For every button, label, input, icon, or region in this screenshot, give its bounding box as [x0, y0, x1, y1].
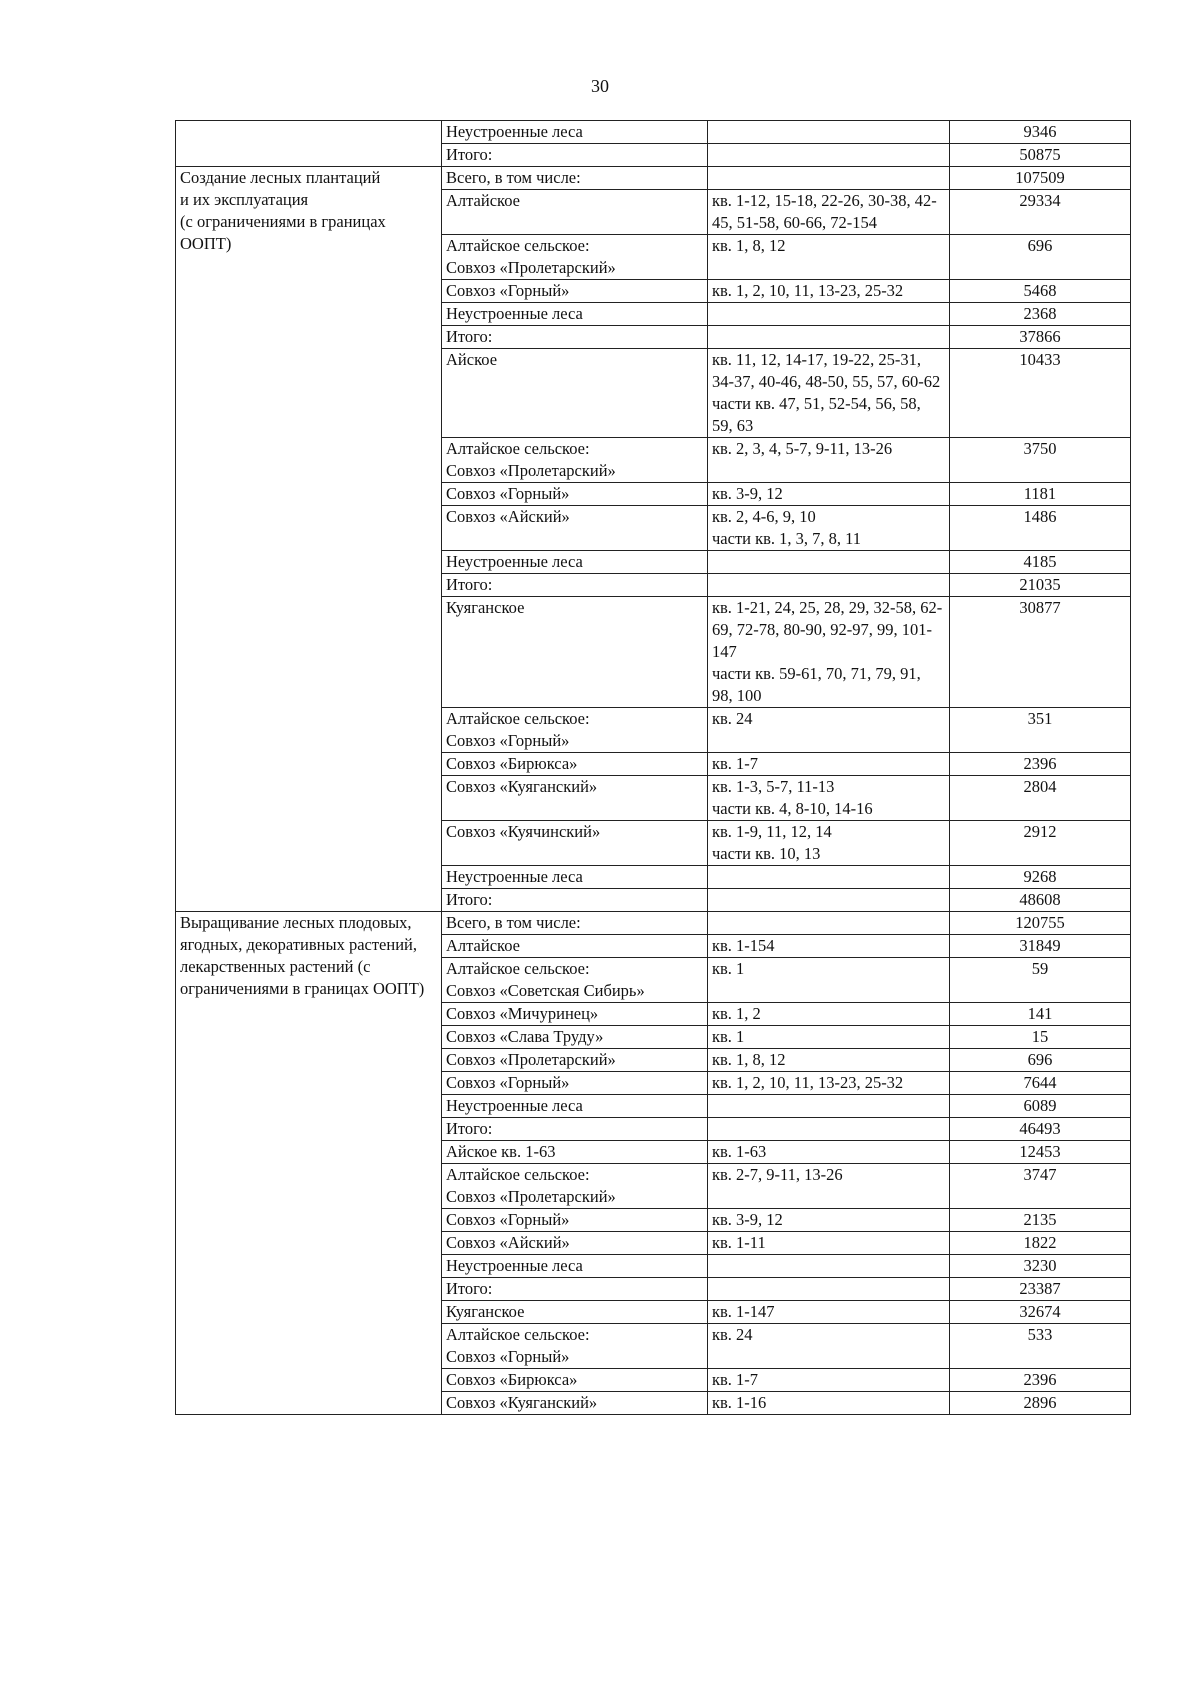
quarters-cell: кв. 1-3, 5-7, 11-13 части кв. 4, 8-10, 14-16: [708, 776, 950, 821]
area-value-cell: 29334: [950, 190, 1131, 235]
area-value-cell: 10433: [950, 349, 1131, 438]
quarters-cell: кв. 2-7, 9-11, 13-26: [708, 1164, 950, 1209]
area-value-cell: 533: [950, 1324, 1131, 1369]
forestry-name-cell: Алтайское: [442, 190, 708, 235]
quarters-cell: кв. 24: [708, 708, 950, 753]
forestry-name-cell: Совхоз «Айский»: [442, 1232, 708, 1255]
area-value-cell: 351: [950, 708, 1131, 753]
forestry-name-cell: Неустроенные леса: [442, 303, 708, 326]
quarters-cell: кв. 1-9, 11, 12, 14 части кв. 10, 13: [708, 821, 950, 866]
forestry-name-cell: Неустроенные леса: [442, 866, 708, 889]
forestry-name-cell: Совхоз «Куяганский»: [442, 1392, 708, 1415]
forestry-name-cell: Итого:: [442, 889, 708, 912]
area-value-cell: 3750: [950, 438, 1131, 483]
table-row: [176, 121, 1131, 144]
quarters-cell: кв. 1-154: [708, 935, 950, 958]
quarters-cell: кв. 3-9, 12: [708, 483, 950, 506]
quarters-cell: [708, 1095, 950, 1118]
forest-areas-table: [175, 120, 1131, 1415]
area-value-cell: 12453: [950, 1141, 1131, 1164]
area-value-cell: 48608: [950, 889, 1131, 912]
area-value-cell: 7644: [950, 1072, 1131, 1095]
forestry-name-cell: Куяганское: [442, 597, 708, 708]
quarters-cell: [708, 551, 950, 574]
quarters-cell: [708, 121, 950, 144]
forestry-name-cell: Всего, в том числе:: [442, 167, 708, 190]
forestry-name-cell: Куяганское: [442, 1301, 708, 1324]
quarters-cell: кв. 1, 8, 12: [708, 1049, 950, 1072]
area-value-cell: 3230: [950, 1255, 1131, 1278]
quarters-cell: кв. 24: [708, 1324, 950, 1369]
quarters-cell: кв. 1, 2, 10, 11, 13-23, 25-32: [708, 280, 950, 303]
forestry-name-cell: Алтайское сельское: Совхоз «Пролетарский»: [442, 438, 708, 483]
area-value-cell: 4185: [950, 551, 1131, 574]
quarters-cell: кв. 1-63: [708, 1141, 950, 1164]
area-value-cell: 9346: [950, 121, 1131, 144]
forestry-name-cell: Алтайское сельское: Совхоз «Советская Сибирь»: [442, 958, 708, 1003]
forestry-name-cell: Неустроенные леса: [442, 121, 708, 144]
quarters-cell: кв. 11, 12, 14-17, 19-22, 25-31, 34-37, 40-46, 48-50, 55, 57, 60-62 части кв. 47, 51, 52-54, 56, 58, 59, 63: [708, 349, 950, 438]
quarters-cell: кв. 1-16: [708, 1392, 950, 1415]
area-value-cell: 2804: [950, 776, 1131, 821]
forestry-name-cell: Айское: [442, 349, 708, 438]
quarters-cell: кв. 1-7: [708, 1369, 950, 1392]
area-value-cell: 2912: [950, 821, 1131, 866]
forestry-name-cell: Совхоз «Куяганский»: [442, 776, 708, 821]
area-value-cell: 9268: [950, 866, 1131, 889]
forestry-name-cell: Итого:: [442, 144, 708, 167]
area-value-cell: 5468: [950, 280, 1131, 303]
page-number: 30: [591, 76, 609, 96]
forestry-name-cell: Алтайское сельское: Совхоз «Пролетарский»: [442, 235, 708, 280]
forestry-name-cell: Совхоз «Куячинский»: [442, 821, 708, 866]
forestry-name-cell: Алтайское: [442, 935, 708, 958]
quarters-cell: кв. 1-7: [708, 753, 950, 776]
area-value-cell: 1822: [950, 1232, 1131, 1255]
area-value-cell: 23387: [950, 1278, 1131, 1301]
quarters-cell: кв. 1-21, 24, 25, 28, 29, 32-58, 62-69, 72-78, 80-90, 92-97, 99, 101-147 части кв. 59-61, 70, 71, 79, 91, 98, 100: [708, 597, 950, 708]
forestry-name-cell: Совхоз «Бирюкса»: [442, 753, 708, 776]
forestry-name-cell: Совхоз «Горный»: [442, 1209, 708, 1232]
area-value-cell: 1181: [950, 483, 1131, 506]
area-value-cell: 2368: [950, 303, 1131, 326]
area-value-cell: 120755: [950, 912, 1131, 935]
area-value-cell: 32674: [950, 1301, 1131, 1324]
forestry-name-cell: Алтайское сельское: Совхоз «Горный»: [442, 1324, 708, 1369]
area-value-cell: 37866: [950, 326, 1131, 349]
forestry-name-cell: Всего, в том числе:: [442, 912, 708, 935]
quarters-cell: кв. 1: [708, 1026, 950, 1049]
activity-category-cell: [176, 121, 442, 167]
forestry-name-cell: Совхоз «Горный»: [442, 1072, 708, 1095]
quarters-cell: кв. 1, 2: [708, 1003, 950, 1026]
forestry-name-cell: Айское кв. 1-63: [442, 1141, 708, 1164]
area-value-cell: 696: [950, 1049, 1131, 1072]
area-value-cell: 46493: [950, 1118, 1131, 1141]
quarters-cell: кв. 1-147: [708, 1301, 950, 1324]
area-value-cell: 59: [950, 958, 1131, 1003]
forestry-name-cell: Совхоз «Бирюкса»: [442, 1369, 708, 1392]
activity-category-cell: Создание лесных плантаций и их эксплуатация (с ограничениями в границах ООПТ): [176, 167, 442, 912]
forestry-name-cell: Совхоз «Слава Труду»: [442, 1026, 708, 1049]
area-value-cell: 696: [950, 235, 1131, 280]
area-value-cell: 2896: [950, 1392, 1131, 1415]
activity-category-cell: Выращивание лесных плодовых, ягодных, декоративных растений, лекарственных растений (с ограничениями в границах ООПТ): [176, 912, 442, 1415]
quarters-cell: [708, 144, 950, 167]
area-value-cell: 2396: [950, 753, 1131, 776]
quarters-cell: [708, 326, 950, 349]
forestry-name-cell: Алтайское сельское: Совхоз «Горный»: [442, 708, 708, 753]
quarters-cell: кв. 1-12, 15-18, 22-26, 30-38, 42-45, 51-58, 60-66, 72-154: [708, 190, 950, 235]
quarters-cell: [708, 303, 950, 326]
forestry-name-cell: Итого:: [442, 326, 708, 349]
table-row: [176, 912, 1131, 935]
quarters-cell: кв. 1, 2, 10, 11, 13-23, 25-32: [708, 1072, 950, 1095]
quarters-cell: кв. 2, 4-6, 9, 10 части кв. 1, 3, 7, 8, 11: [708, 506, 950, 551]
area-value-cell: 107509: [950, 167, 1131, 190]
quarters-cell: [708, 1278, 950, 1301]
area-value-cell: 1486: [950, 506, 1131, 551]
forestry-name-cell: Совхоз «Горный»: [442, 280, 708, 303]
area-value-cell: 2396: [950, 1369, 1131, 1392]
quarters-cell: кв. 3-9, 12: [708, 1209, 950, 1232]
area-value-cell: 6089: [950, 1095, 1131, 1118]
forestry-name-cell: Неустроенные леса: [442, 1095, 708, 1118]
forestry-name-cell: Неустроенные леса: [442, 1255, 708, 1278]
table-body: [176, 121, 1131, 1415]
table-row: [176, 167, 1131, 190]
quarters-cell: [708, 889, 950, 912]
forestry-name-cell: Итого:: [442, 1118, 708, 1141]
quarters-cell: [708, 1255, 950, 1278]
forestry-name-cell: Совхоз «Мичуринец»: [442, 1003, 708, 1026]
forestry-name-cell: Неустроенные леса: [442, 551, 708, 574]
area-value-cell: 30877: [950, 597, 1131, 708]
forestry-name-cell: Совхоз «Горный»: [442, 483, 708, 506]
area-value-cell: 31849: [950, 935, 1131, 958]
area-value-cell: 2135: [950, 1209, 1131, 1232]
quarters-cell: кв. 1, 8, 12: [708, 235, 950, 280]
area-value-cell: 15: [950, 1026, 1131, 1049]
area-value-cell: 141: [950, 1003, 1131, 1026]
forestry-name-cell: Итого:: [442, 1278, 708, 1301]
forestry-name-cell: Совхоз «Пролетарский»: [442, 1049, 708, 1072]
area-value-cell: 3747: [950, 1164, 1131, 1209]
forestry-name-cell: Алтайское сельское: Совхоз «Пролетарский»: [442, 1164, 708, 1209]
quarters-cell: [708, 1118, 950, 1141]
forestry-name-cell: Итого:: [442, 574, 708, 597]
area-value-cell: 50875: [950, 144, 1131, 167]
quarters-cell: кв. 1-11: [708, 1232, 950, 1255]
quarters-cell: [708, 574, 950, 597]
quarters-cell: [708, 167, 950, 190]
area-value-cell: 21035: [950, 574, 1131, 597]
quarters-cell: кв. 1: [708, 958, 950, 1003]
quarters-cell: [708, 866, 950, 889]
forestry-name-cell: Совхоз «Айский»: [442, 506, 708, 551]
quarters-cell: [708, 912, 950, 935]
quarters-cell: кв. 2, 3, 4, 5-7, 9-11, 13-26: [708, 438, 950, 483]
